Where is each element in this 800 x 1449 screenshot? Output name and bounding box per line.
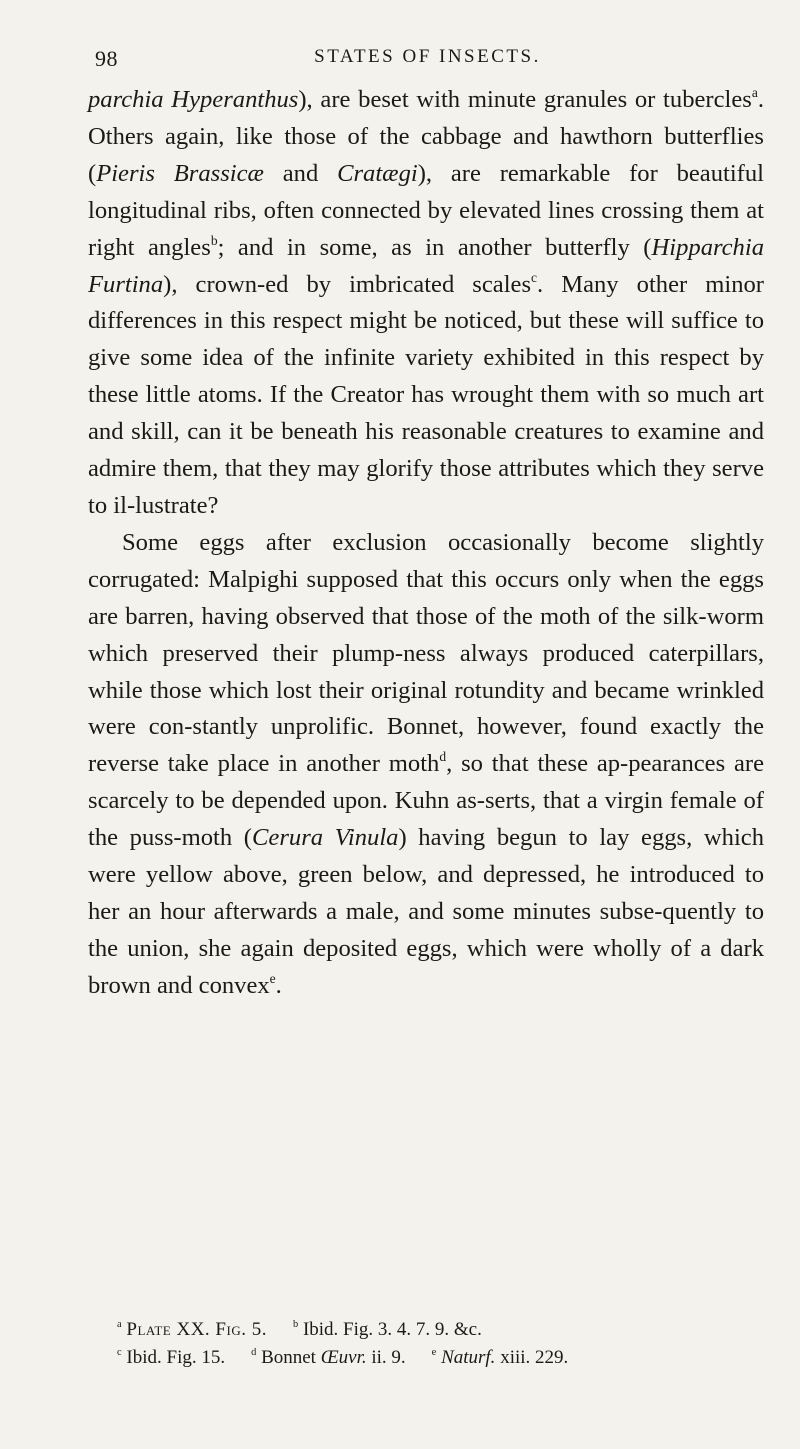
page-number: 98	[95, 46, 118, 71]
running-head: STATES OF INSECTS.	[314, 46, 541, 67]
text-run: ; and in some, as in another butterfly (	[217, 233, 652, 261]
text-run: ), crown-ed by imbricated scales	[163, 270, 532, 298]
footnote	[251, 1344, 406, 1372]
footnotes	[95, 1316, 775, 1372]
italic-text: Pieris Brassicæ	[96, 159, 264, 187]
footnote-marker: c	[531, 269, 538, 285]
footnote	[293, 1316, 482, 1344]
footnote-line	[95, 1316, 775, 1344]
text-run: ) having begun to lay eggs, which were yellow above, green below, and depressed, he introduced to her an hour afterwards a male, and some minutes subse-quently to the union, she again deposited eggs, which were wholly of a dark brown and convex	[88, 824, 764, 999]
footnote-marker: b	[292, 1319, 299, 1331]
body-text	[88, 82, 764, 1005]
paragraph	[88, 525, 764, 1005]
text-run: xiii. 229.	[495, 1347, 569, 1368]
text-run: . Others again, like those of the cabbage and hawthorn butterflies (	[88, 86, 764, 187]
italic-text: Cratægi	[337, 159, 418, 187]
text-run: Ibid. Fig. 3. 4. 7. 9. &c.	[302, 1319, 482, 1340]
text-run: Ibid. Fig. 15.	[126, 1347, 226, 1368]
footnote-line	[95, 1344, 775, 1372]
footnote	[432, 1344, 569, 1372]
italic-text: parchia Hyperanthus	[88, 86, 299, 113]
text-run: ii. 9.	[366, 1347, 406, 1368]
italic-text: Cerura Vinula	[252, 824, 399, 852]
smallcaps-text: Plate XX. Fig. 5.	[126, 1319, 267, 1340]
footnote-marker: a	[751, 84, 758, 100]
footnote-marker: e	[431, 1347, 437, 1359]
footnote	[117, 1316, 267, 1344]
text-run: . Many other minor differences in this respect might be noticed, but these will suffice to give some idea of the infinite variety exhibited in this respect by these little atoms. If the Creator has wrought them with so much art and skill, can it be beneath his reasonable creatures to examine and admire them, that they may glorify those attributes which they serve to il-lustrate?	[88, 270, 764, 519]
page-header	[95, 46, 760, 80]
italic-text: Naturf.	[441, 1347, 496, 1368]
text-run: and	[263, 159, 338, 187]
footnote-marker: a	[117, 1319, 122, 1331]
footnote-marker: e	[269, 970, 276, 986]
footnote-marker: d	[251, 1347, 257, 1359]
text-run: Some eggs after exclusion occasionally become slightly corrugated: Malpighi supposed that this occurs only when the eggs are barren, having observed that those of the moth of the silk-worm which preserved their plump-ness always produced caterpillars, while those which lost their original rotundity and became wrinkled were con-stantly unprolific. Bonnet, however, found exactly the reverse take place in another moth	[88, 528, 764, 778]
text-run: ), are remarkable for beautiful longitudinal ribs, often connected by elevated lines crossing them at right angles	[88, 159, 764, 261]
text-run: ), are beset with minute granules or tubercles	[298, 86, 752, 113]
footnote	[117, 1344, 225, 1372]
text-run: .	[275, 971, 282, 999]
footnote-marker: d	[439, 749, 447, 765]
italic-text: Œuvr.	[320, 1347, 367, 1368]
italic-text: Hipparchia Furtina	[88, 233, 764, 298]
text-run: , so that these ap-pearances are scarcely to be depended upon. Kuhn as-serts, that a virgin female of the puss-moth (	[88, 750, 764, 852]
text-run: Bonnet	[261, 1347, 321, 1368]
footnote-marker: c	[117, 1347, 122, 1359]
paragraph	[88, 82, 764, 525]
footnote-marker: b	[210, 232, 218, 248]
